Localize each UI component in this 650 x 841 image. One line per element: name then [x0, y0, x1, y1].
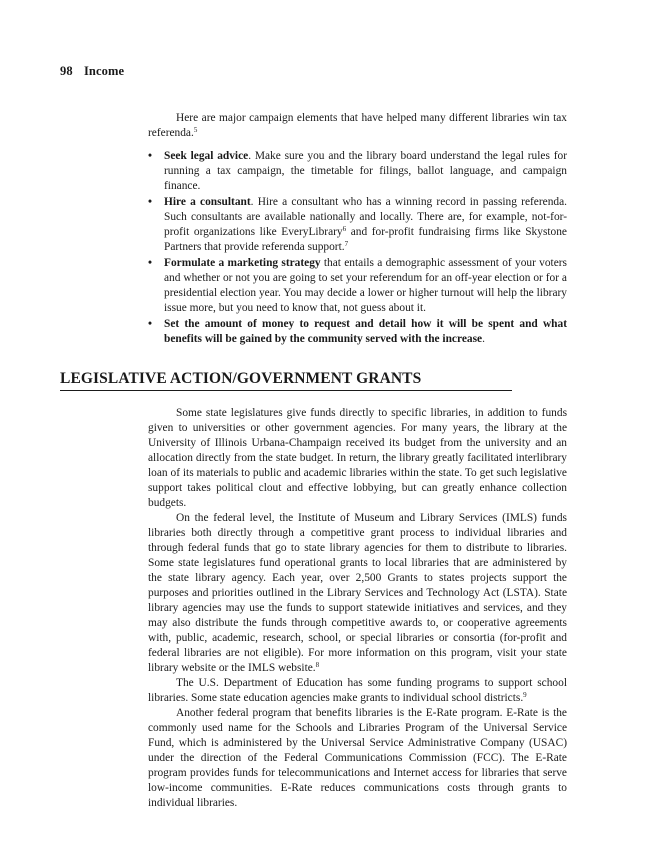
body-paragraph [148, 706, 567, 811]
list-item [148, 256, 567, 316]
paragraph-text: Another federal program that benefits libraries is the E-Rate program. E-Rate is the commonly used name for the Schools and Libraries Program of the Universal Service Fund, which is administered by the Universal Service Administrative Company (USAC) under the direction of the Federal Communications Commission (FCC). The E-Rate program provides funds for telecommunications and Internet access for libraries that serve low-income communities. E-Rate reduces communications costs through grants to individual libraries. [148, 707, 567, 809]
list-item [148, 317, 567, 347]
list-item [148, 195, 567, 255]
bullet-icon: • [148, 257, 152, 269]
paragraph-text: The U.S. Department of Education has some funding programs to support school libraries. Some state education agencies make grants to individual school districts. [148, 677, 567, 704]
intro-paragraph [148, 111, 567, 141]
footnote-ref: 5 [193, 126, 198, 134]
running-title: Income [83, 64, 125, 78]
running-header [60, 64, 124, 79]
paragraph-text: On the federal level, the Institute of Museum and Library Services (IMLS) funds libraries both directly through a competitive grant process to individual libraries and through federal funds that go to state library agencies for them to distribute to libraries. Some state legislatures fund operational grants to local libraries that are administered by the state library agency. Each year, over 2,500 Grants to states projects support the purposes and priorities outlined in the Library Services and Technology Act (LSTA). State library agencies may use the funds to support statewide initiatives and services, and they may also distribute the funds through competitive awards to, or cooperative agreements with, public, academic, research, school, or special libraries or consortia (for-profit and federal libraries are not eligible). For more information on this program, visit your state library website or the IMLS website. [148, 512, 567, 674]
page-number: 98 [60, 64, 73, 78]
bullet-text: that entails a demographic assessment of your voters and whether or not you are going to set your referendum for an off-year election or for a presidential election year. You may decide a lower or higher turnout will help the library issue more, but you need to know that, not guess about it. [164, 257, 567, 314]
body-paragraph [148, 511, 567, 676]
bullet-text: . Make sure you and the library board understand the legal rules for running a tax campaign, the timetable for filings, ballot language, and campaign finance. [164, 150, 567, 192]
bullet-lead: Formulate a marketing strategy [164, 257, 321, 269]
bullet-lead: Set the amount of money to request and detail how it will be spent and what benefits will be gained by the community served with the increase [164, 318, 567, 345]
section-heading: LEGISLATIVE ACTION/GOVERNMENT GRANTS [60, 370, 512, 391]
list-item [148, 149, 567, 194]
bullet-lead: Seek legal advice [164, 150, 249, 162]
bullet-text: and for-profit fundraising firms like Skystone Partners that provide referenda support. [164, 226, 567, 253]
bullet-icon: • [148, 150, 152, 162]
footnote-ref: 8 [315, 661, 320, 669]
footnote-ref: 9 [523, 691, 527, 699]
paragraph-text: Some state legislatures give funds directly to specific libraries, in addition to funds given to universities or other government agencies. For many years, the library at the University of Illinois Urbana-Champaign received its budget from the university and an allocation directly from the state budget. In return, the library greatly facilitated interlibrary loan of its materials to public and academic libraries within the state. To get such legislative support takes political clout and effective lobbying, but can greatly enhance collection budgets. [148, 407, 567, 509]
footnote-ref: 7 [344, 240, 349, 248]
body-paragraph [148, 676, 567, 706]
bullet-icon: • [148, 318, 152, 330]
intro-text: Here are major campaign elements that have helped many different libraries win tax referenda. [148, 112, 567, 139]
campaign-elements-list [148, 149, 567, 348]
body-paragraph [148, 406, 567, 511]
bullet-icon: • [148, 196, 152, 208]
bullet-text: . Hire a consultant who has a winning record in passing referenda. Such consultants are available nationally and locally. There are, for example, not-for-profit organizations like EveryLibrary [164, 196, 567, 238]
footnote-ref: 6 [342, 225, 347, 233]
bullet-lead: Hire a consultant [164, 196, 251, 208]
section-body [148, 406, 567, 811]
bullet-text: . [482, 333, 485, 345]
